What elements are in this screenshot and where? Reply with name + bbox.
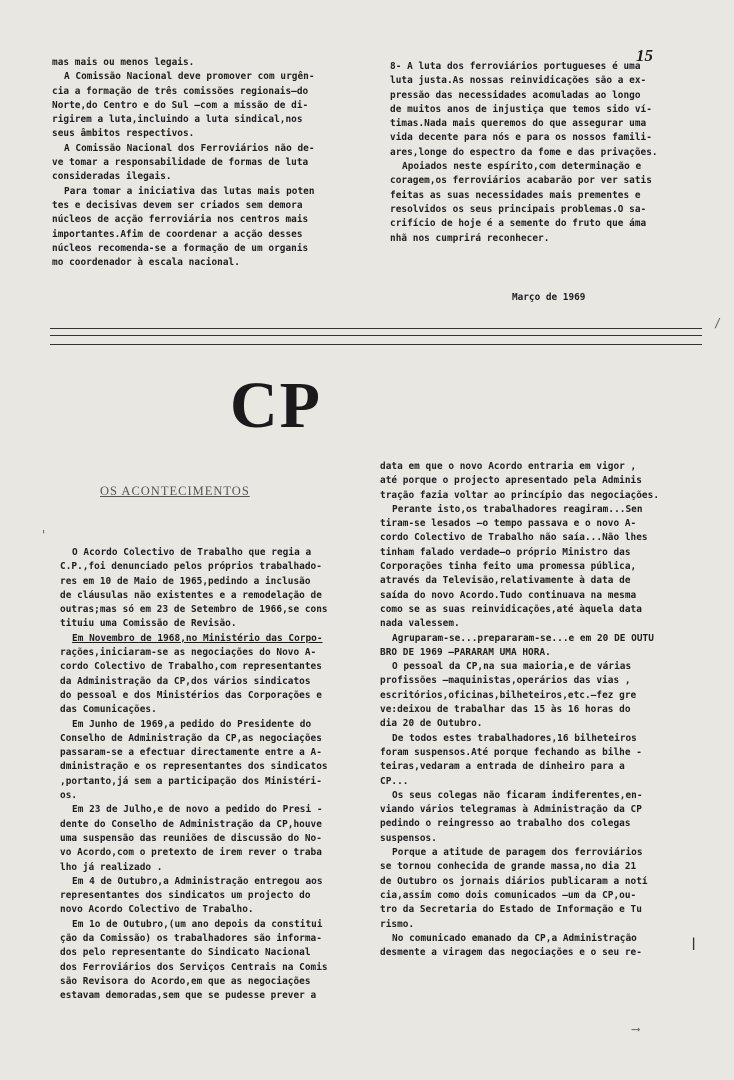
text-line: representantes dos sindicatos um projecto do (60, 890, 311, 902)
text-line: Para tomar a iniciativa das lutas mais poten (64, 185, 315, 197)
text-line: cia a formação de três comissões regionais—do (52, 85, 309, 97)
document-date: Março de 1969 (512, 292, 586, 303)
text-line: Os seus colegas não ficaram indiferentes,en- (392, 789, 643, 801)
text-line: A Comissão Nacional deve promover com urgên- (64, 71, 315, 83)
text-line: coragem,os ferroviários acabarão por ver satis (390, 175, 652, 187)
text-line: Perante isto,os trabalhadores reagiram...Sen (392, 503, 643, 515)
margin-mark: | (690, 936, 698, 950)
text-line: dos pelo representante do Sindicato Nacional (60, 947, 311, 959)
text-line: das Comunicações. (60, 704, 157, 716)
text-line: foram suspensos.Até porque fechando as bilhe - (380, 746, 642, 758)
text-line: estavam demoradas,sem que se pudesse prever a (60, 990, 317, 1002)
text-line: nhã nos cumprirá reconhecer. (390, 232, 550, 244)
text-line: rigirem a luta,incluindo a luta sindical,nos (52, 114, 303, 126)
text-line: A Comissão Nacional dos Ferroviários não de- (64, 142, 315, 154)
text-line: res em 10 de Maio de 1965,pedindo a inclusão (60, 575, 311, 587)
text-line: da Administração da CP,dos vários sindicatos (60, 675, 311, 687)
text-line: se tornou conhecida de grande massa,no dia 21 (380, 861, 637, 873)
text-line: ve tomar a responsabilidade de formas de luta (52, 157, 309, 169)
text-line: cia,assim como dois comunicados —um da CP,ou- (380, 889, 637, 901)
divider-line (50, 328, 702, 329)
text-line: através da Televisão,relativamente à data de (380, 575, 631, 587)
text-line: cordo Colectivo de Trabalho não saía...Não lhes (380, 532, 648, 544)
text-line: Em 23 de Julho,e de novo a pedido do Presi - (72, 804, 323, 816)
text-line: uma suspensão das reuniões de discussão do No- (60, 832, 322, 844)
page-number: 15 (636, 46, 653, 65)
text-line: tiram-se lesados —o tempo passava e o novo A- (380, 518, 637, 530)
text-line: No comunicado emanado da CP,a Administração (392, 932, 637, 944)
text-line: saída do novo Acordo.Tudo continuava na mesma (380, 589, 637, 601)
text-line: de Outubro os jornais diários publicaram a notí (380, 875, 648, 887)
text-line: de cláusulas não existentes e a remodelação de (60, 589, 322, 601)
text-line: vo Acordo,com o pretexto de irem rever o traba (60, 847, 322, 859)
text-line: Porque a atitude de paragem dos ferroviários (392, 847, 643, 859)
text-line: feitas as suas necessidades mais prementes e (390, 189, 641, 201)
text-line: ,portanto,já sem a participação dos Ministéri- (60, 775, 322, 787)
text-line: núcleos recomenda-se a formação de um organis (52, 242, 309, 254)
text-line: ve:deixou de trabalhar das 15 às 16 horas do (380, 704, 631, 716)
text-line: viando vários telegramas à Administração da CP (380, 804, 642, 816)
text-line: ção da Comissão) os trabalhadores são informa- (60, 933, 322, 945)
text-line: consideradas ilegais. (52, 171, 172, 183)
bottom-right-column (380, 460, 682, 960)
text-line: escritórios,oficinas,bilheteiros,etc.—fez gre (380, 689, 637, 701)
text-line: profissões —maquinistas,operários das vias , (380, 675, 631, 687)
arrow-icon: ⟶ (632, 1022, 640, 1036)
top-left-column (52, 56, 352, 270)
text-line: tituiu uma Comissão de Revisão. (60, 618, 237, 630)
text-line: O Acordo Colectivo de Trabalho que regia a (72, 547, 312, 558)
text-line: novo Acordo Colectivo de Trabalho. (60, 904, 254, 916)
text-line: pressão das necessidades acomuladas ao longo (390, 89, 641, 101)
text-line: timas.Nada mais queremos do que assegurar uma (390, 118, 647, 130)
text-line: rismo. (380, 918, 415, 930)
divider-line (50, 344, 702, 345)
text-line: Norte,do Centro e do Sul —com a missão de di- (52, 99, 309, 111)
text-line: mo coordenador à escala nacional. (52, 257, 240, 269)
text-line: Em 1o de Outubro,(um ano depois da constitui (72, 918, 323, 930)
text-line: importantes.Afim de coordenar a acção desses (52, 228, 303, 240)
text-line: De todos estes trabalhadores,16 bilheteiros (392, 732, 637, 744)
text-line: Apoiados neste espírito,com determinação e (402, 161, 642, 173)
cp-logo: CP (230, 369, 322, 442)
text-line: de muitos anos de injustiça que temos sido ví- (390, 103, 652, 115)
text-line: suspensos. (380, 832, 437, 844)
text-line: dos Ferroviários dos Serviços Centrais na Comis (60, 961, 328, 973)
text-line: ares,longe do espectro da fome e das privações. (390, 146, 658, 158)
text-line: CP... (380, 775, 409, 787)
text-line: tinham falado verdade—o próprio Ministro das (380, 546, 631, 558)
text-line: crifício de hoje é a semente do fruto que áma (390, 218, 647, 230)
text-line: 8- A luta dos ferroviários portugueses é uma (390, 61, 641, 72)
margin-mark: ' (40, 528, 48, 542)
text-line: pedindo o reingresso ao trabalho dos colegas (380, 818, 631, 830)
text-line: Agruparam-se...prepararam-se...e em 20 DE OUTU (392, 632, 654, 644)
text-line: nada valessem. (380, 618, 460, 630)
text-line: são Revisora do Acordo,em que as negociações (60, 975, 311, 987)
text-line: Em Junho de 1969,a pedido do Presidente do (72, 718, 312, 730)
text-line: tração fazia voltar ao princípio das negociações. (380, 489, 660, 501)
text-line: C.P.,foi denunciado pelos próprios trabalhado- (60, 561, 322, 573)
text-line: data em que o novo Acordo entraria em vigor , (380, 461, 637, 472)
text-line: luta justa.As nossas reinvidicações são a ex- (390, 75, 647, 87)
text-line: do pessoal e dos Ministérios das Corporações e (60, 689, 322, 701)
text-line: Conselho de Administração da CP,as negociações (60, 732, 322, 744)
text-line: tro da Secretaria do Estado de Informação e Tu (380, 904, 642, 916)
text-line: Em 4 de Outubro,a Administração entregou aos (72, 875, 323, 887)
text-line: seus âmbitos respectivos. (52, 128, 195, 140)
text-line: cordo Colectivo de Trabalho,com representantes (60, 661, 322, 673)
text-line: teiras,vedaram a entrada de dinheiro para a (380, 761, 625, 773)
text-line: outras;mas só em 23 de Setembro de 1966,se cons (60, 604, 328, 616)
text-line: O pessoal da CP,na sua maioria,e de várias (392, 661, 632, 673)
text-line: os. (60, 790, 78, 802)
text-line: desmente a viragem das negociações e o seu re- (380, 947, 642, 959)
bottom-left-column (60, 546, 352, 1004)
top-right-column (390, 60, 680, 246)
text-line: tes e decisivas devem ser criados sem demora (52, 199, 303, 211)
text-line: passaram-se a efectuar directamente entre a A- (60, 747, 322, 759)
text-line: vida decente para nós e para os nossos famili- (390, 132, 652, 144)
text-line: mas mais ou menos legais. (52, 57, 195, 68)
text-line: núcleos de acção ferroviária nos centros mais (52, 214, 309, 226)
text-line: resolvidos os seus principais problemas.O sa- (390, 203, 647, 215)
text-line: rações,iniciaram-se as negociações do Novo A- (60, 647, 317, 659)
text-line: dente do Conselho de Administração da CP,houve (60, 818, 322, 830)
text-line: dministração e os representantes dos sindicatos (60, 761, 328, 773)
text-line: BRO DE 1969 —PARARAM UMA HORA. (380, 646, 551, 658)
text-line: Em Novembro de 1968,no Ministério das Corpo- (72, 632, 323, 644)
text-line: até porque o projecto apresentado pela Adminis (380, 475, 642, 487)
margin-mark: / (714, 316, 722, 330)
divider-line (50, 335, 702, 336)
text-line: como se as suas reinvidicações,até àquela data (380, 603, 642, 615)
text-line: lho já realizado . (60, 861, 163, 873)
section-title: OS ACONTECIMENTOS (100, 484, 250, 498)
text-line: Corporações tinha feito uma promessa pública, (380, 561, 637, 573)
text-line: dia 20 de Outubro. (380, 718, 483, 730)
